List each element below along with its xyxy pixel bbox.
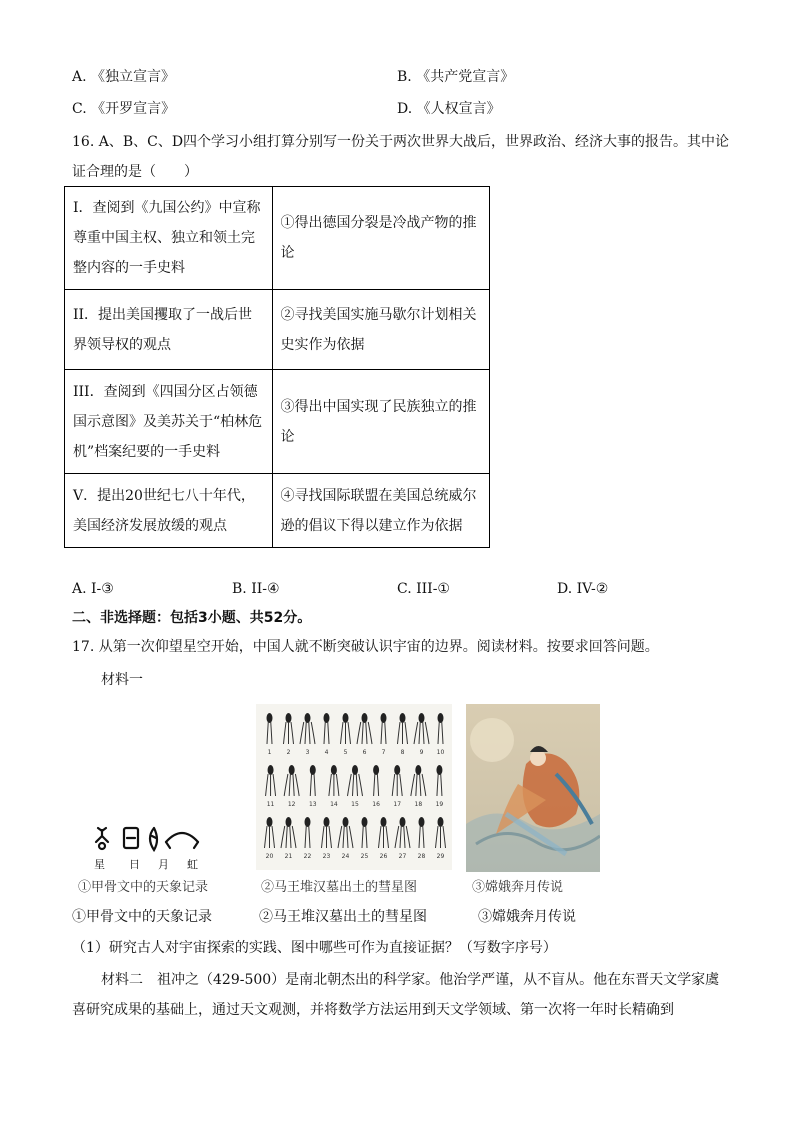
oracle-char: 虹 [187, 858, 198, 871]
table-row [65, 290, 490, 370]
comet-number-label: 26 [379, 853, 388, 860]
comet-sketch [309, 765, 317, 808]
comet-sketch [414, 713, 429, 756]
table-cell-left: I．查阅到《九国公约》中宣称尊重中国主权、独立和领土完整内容的一手史料 [65, 187, 273, 290]
table-row [65, 474, 490, 548]
q16-option-a: A. I-③ [72, 581, 114, 597]
q15-option-b: B. 《共产党宣言》 [397, 69, 515, 85]
image-caption-1: ①甲骨文中的天象记录 [78, 880, 209, 895]
comet-sketch [395, 817, 410, 860]
material2-line2: 喜研究成果的基础上，通过天文观测，并将数学方法运用到天文学领域、第一次将一年时长精确到 [72, 1002, 674, 1018]
comet-sketch [381, 713, 387, 756]
comet-number-label: 10 [436, 749, 445, 756]
oracle-glyphs-icon [92, 822, 202, 852]
q15-option-d: D. 《人权宣言》 [397, 101, 501, 117]
comet-number-label: 22 [303, 853, 312, 860]
comet-number-label: 15 [351, 801, 359, 808]
comet-chart-image [256, 704, 452, 870]
material1-label: 材料一 [101, 672, 143, 688]
comet-sketch [324, 713, 330, 756]
image-caption-3: ③嫦娥奔月传说 [472, 880, 564, 895]
q16-table [64, 186, 490, 548]
comet-number-label: 25 [360, 853, 369, 860]
q17-sub1: （1）研究古人对宇宙探索的实践、图中哪些可作为直接证据？（写数字序号） [72, 940, 557, 956]
comet-number-label: 1 [267, 749, 272, 756]
comet-sketch [436, 765, 444, 808]
change-figure-icon [466, 704, 600, 872]
comet-sketch [372, 765, 380, 808]
table-cell-right: ④寻找国际联盟在美国总统威尔逊的倡议下得以建立作为依据 [272, 474, 489, 548]
table-cell-left: V．提出20世纪七八十年代，美国经济发展放缓的观点 [65, 474, 273, 548]
caption-below-1: ①甲骨文中的天象记录 [72, 909, 212, 925]
comet-sketch [338, 817, 353, 860]
comet-sketch [436, 817, 446, 860]
comet-sketch [357, 713, 372, 756]
material2-line1: 材料二 祖冲之（429-500）是南北朝杰出的科学家。他治学严谨，从不盲从。他在东晋天文学家虞 [101, 972, 720, 988]
comet-sketch [267, 713, 273, 756]
table-cell-right: ③得出中国实现了民族独立的推论 [272, 370, 489, 474]
comet-number-label: 3 [305, 749, 310, 756]
comet-number-label: 6 [362, 749, 367, 756]
comet-number-label: 14 [330, 801, 338, 808]
table-cell-left: III．查阅到《四国分区占领德国示意图》及美苏关于“柏林危机”档案纪要的一手史料 [65, 370, 273, 474]
q15-option-a: A. 《独立宣言》 [72, 69, 176, 85]
comet-number-label: 4 [324, 749, 329, 756]
comet-number-label: 24 [341, 853, 350, 860]
comet-drawings-icon [256, 704, 452, 870]
comet-sketch [284, 765, 299, 808]
comet-number-label: 17 [393, 801, 402, 808]
comet-sketch [281, 817, 296, 860]
comet-sketch [392, 765, 402, 808]
comet-sketch [322, 817, 332, 860]
comet-number-label: 2 [286, 749, 291, 756]
comet-sketch [300, 713, 315, 756]
comet-number-label: 29 [436, 853, 445, 860]
comet-sketch [329, 765, 339, 808]
comet-number-label: 11 [266, 801, 275, 808]
comet-number-label: 8 [400, 749, 405, 756]
comet-number-label: 23 [322, 853, 331, 860]
comet-sketch [379, 817, 389, 860]
comet-sketch [348, 765, 363, 808]
table-row [65, 187, 490, 290]
comet-sketch [341, 713, 351, 756]
q16-option-d: D. IV-② [557, 581, 609, 597]
comet-sketch [437, 713, 445, 756]
q16-option-b: B. II-④ [232, 581, 280, 597]
table-cell-left: II．提出美国攫取了一战后世界领导权的观点 [65, 290, 273, 370]
comet-sketch [284, 713, 294, 756]
comet-sketch [418, 817, 426, 860]
comet-number-label: 19 [435, 801, 444, 808]
comet-number-label: 18 [414, 801, 423, 808]
table-cell-right: ②寻找美国实施马歇尔计划相关史实作为依据 [272, 290, 489, 370]
table-row [65, 370, 490, 474]
q16-stem-line1: 16. A、B、C、D四个学习小组打算分别写一份关于两次世界大战后，世界政治、经济大事的报告。其中论 [72, 134, 730, 150]
comet-number-label: 16 [372, 801, 380, 808]
comet-number-label: 9 [419, 749, 424, 756]
comet-sketch [265, 817, 275, 860]
oracle-char: 日 [129, 858, 140, 871]
image-caption-2: ②马王堆汉墓出土的彗星图 [261, 880, 418, 895]
q15-option-c: C. 《开罗宣言》 [72, 101, 176, 117]
comet-number-label: 12 [287, 801, 296, 808]
comet-sketch [411, 765, 426, 808]
comet-number-label: 27 [398, 853, 407, 860]
caption-below-2: ②马王堆汉墓出土的彗星图 [259, 909, 427, 925]
comet-number-label: 13 [308, 801, 317, 808]
q16-stem-line2: 证合理的是（ ） [72, 164, 198, 180]
caption-below-3: ③嫦娥奔月传说 [478, 909, 576, 925]
comet-number-label: 20 [265, 853, 274, 860]
comet-number-label: 7 [381, 749, 386, 756]
oracle-bone-image [92, 822, 202, 871]
oracle-char: 星 [94, 858, 105, 871]
comet-number-label: 21 [284, 853, 293, 860]
comet-sketch [361, 817, 369, 860]
oracle-char: 月 [158, 858, 169, 871]
section2-heading: 二、非选择题：包括3小题、共52分。 [72, 610, 312, 626]
comet-sketch [304, 817, 312, 860]
comet-number-label: 28 [417, 853, 426, 860]
table-cell-right: ①得出德国分裂是冷战产物的推论 [272, 187, 489, 290]
q16-option-c: C. III-① [397, 581, 450, 597]
comet-sketch [266, 765, 276, 808]
q17-stem: 17. 从第一次仰望星空开始，中国人就不断突破认识宇宙的边界。阅读材料。按要求回答问题。 [72, 639, 659, 655]
comet-sketch [398, 713, 408, 756]
comet-number-label: 5 [343, 749, 348, 756]
change-painting-image [466, 704, 600, 872]
